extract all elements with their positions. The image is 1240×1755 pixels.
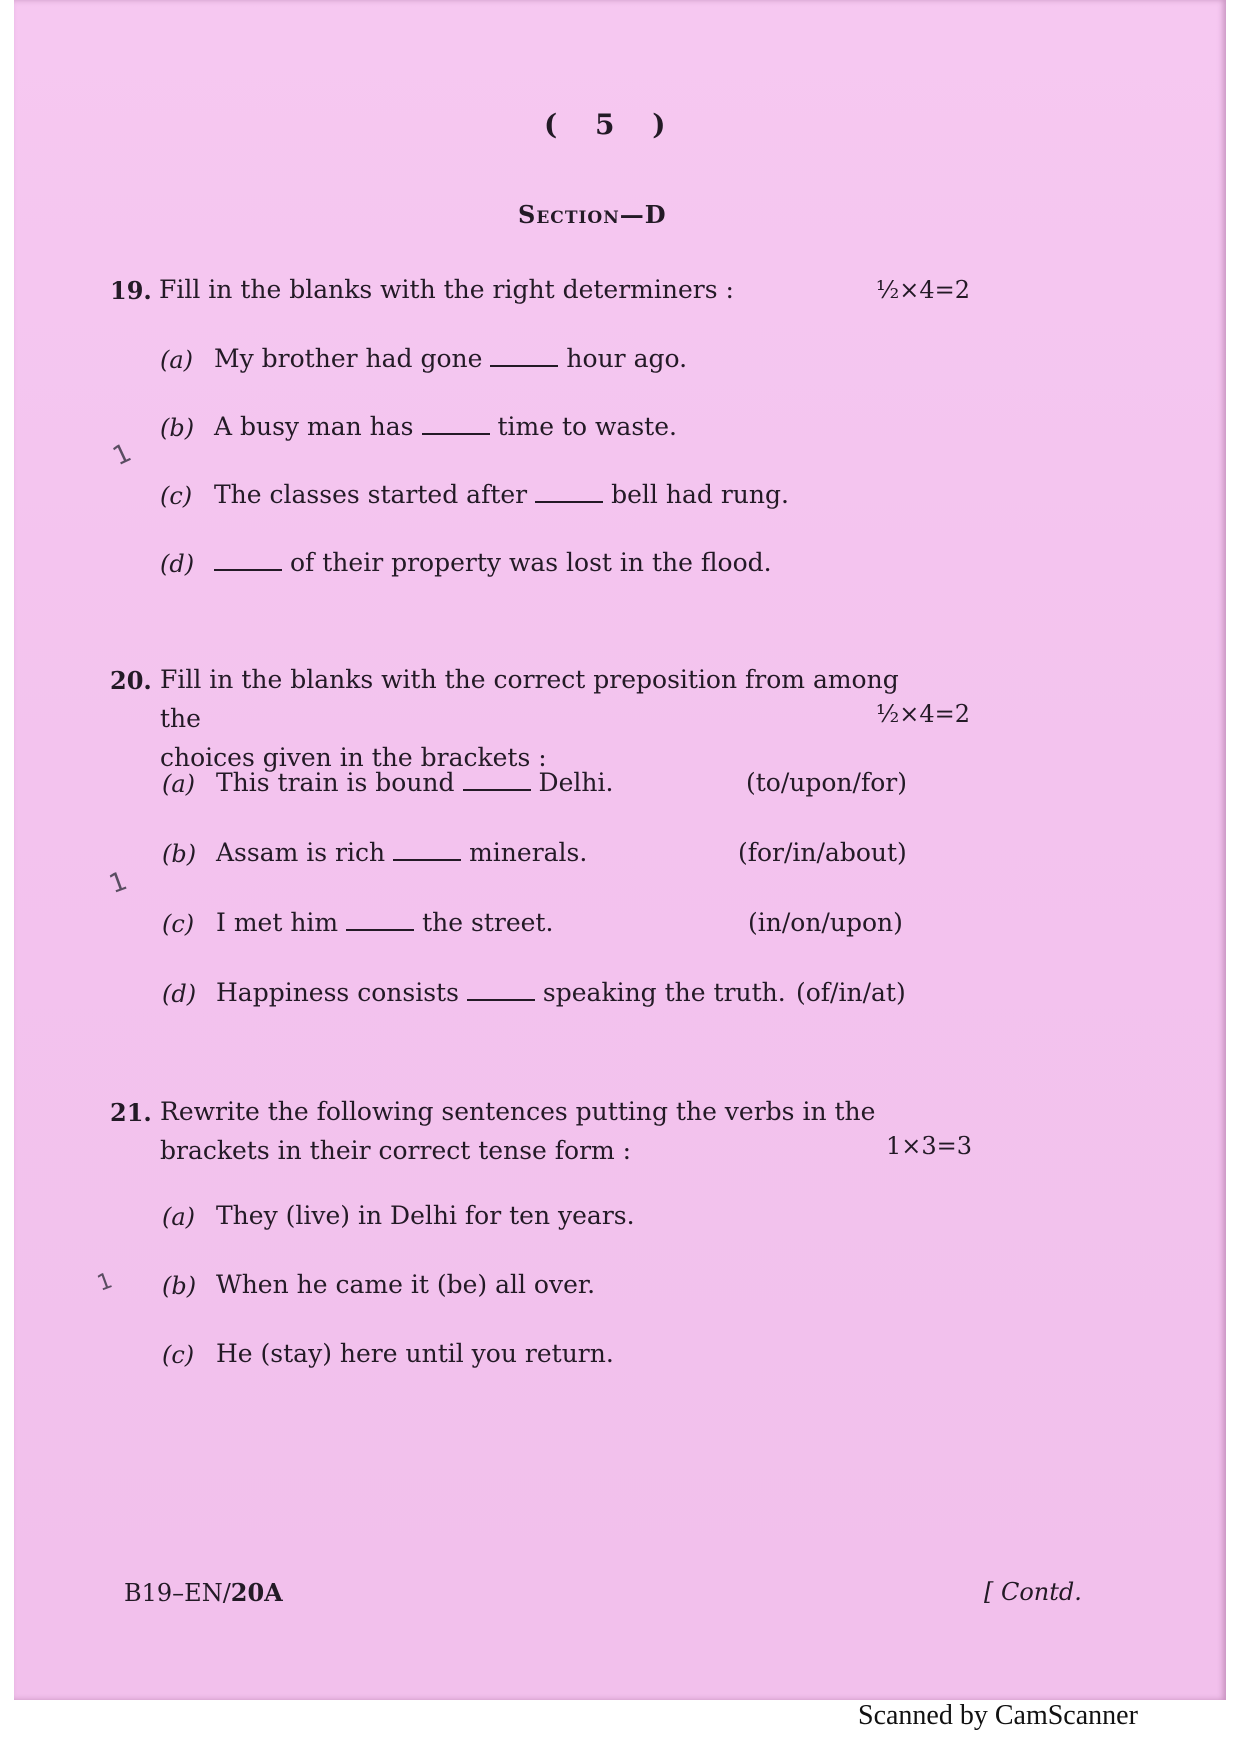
item-label: (d) (162, 980, 197, 1008)
item-label: (b) (162, 840, 197, 868)
answer-blank[interactable] (535, 483, 603, 503)
answer-blank[interactable] (463, 771, 531, 791)
item-text: Happiness consists speaking the truth. (216, 978, 786, 1007)
item-label: (c) (162, 1341, 195, 1369)
item-label: (a) (162, 770, 196, 798)
answer-blank[interactable] (214, 551, 282, 571)
answer-blank[interactable] (346, 911, 414, 931)
answer-blank[interactable] (393, 841, 461, 861)
item-text: Assam is rich minerals. (216, 838, 588, 867)
preposition-choices: (to/upon/for) (746, 768, 907, 797)
question-marks: 1×3=3 (886, 1132, 973, 1160)
question-number: 20. (110, 666, 152, 695)
item-text: I met him the street. (216, 908, 554, 937)
item-text: When he came it (be) all over. (216, 1270, 596, 1299)
question-marks: ½×4=2 (876, 700, 971, 728)
answer-blank[interactable] (422, 415, 490, 435)
item-text: He (stay) here until you return. (216, 1339, 614, 1368)
item-label: (b) (160, 414, 195, 442)
preposition-choices: (of/in/at) (796, 978, 906, 1007)
item-text: My brother had gone hour ago. (214, 344, 688, 373)
item-label: (a) (160, 346, 194, 374)
page-number: ( 5 ) (544, 108, 680, 141)
item-label: (c) (160, 482, 193, 510)
continued-label: [ Contd. (984, 1578, 1082, 1606)
exam-page (14, 0, 1226, 1700)
item-text: They (live) in Delhi for ten years. (216, 1201, 635, 1230)
preposition-choices: (for/in/about) (738, 838, 907, 867)
item-label: (a) (162, 1203, 196, 1231)
item-text: The classes started after bell had rung. (214, 480, 789, 509)
item-text: A busy man has time to waste. (214, 412, 677, 441)
item-label: (d) (160, 550, 195, 578)
item-text: This train is bound Delhi. (216, 768, 614, 797)
answer-blank[interactable] (467, 981, 535, 1001)
question-text: Rewrite the following sentences putting the verbs in the brackets in their correct tense form : (160, 1097, 876, 1165)
question-text: Fill in the blanks with the right determiners : (159, 275, 734, 304)
handwritten-mark: 1 (108, 437, 137, 473)
question-number: 19. (110, 276, 152, 305)
handwritten-mark: 1 (105, 866, 132, 900)
section-title: Section—D (518, 200, 667, 229)
answer-blank[interactable] (490, 347, 558, 367)
item-label: (c) (162, 910, 195, 938)
question-text: Fill in the blanks with the correct preposition from among the choices given in the brackets : (160, 665, 899, 772)
item-text: of their property was lost in the flood. (214, 548, 772, 577)
paper-code: B19–EN/20A (124, 1578, 283, 1607)
preposition-choices: (in/on/upon) (748, 908, 903, 937)
scanner-watermark: Scanned by CamScanner (858, 1700, 1138, 1731)
handwritten-mark: 1 (94, 1268, 116, 1297)
question-marks: ½×4=2 (876, 276, 971, 304)
item-label: (b) (162, 1272, 197, 1300)
question-number: 21. (110, 1098, 152, 1127)
